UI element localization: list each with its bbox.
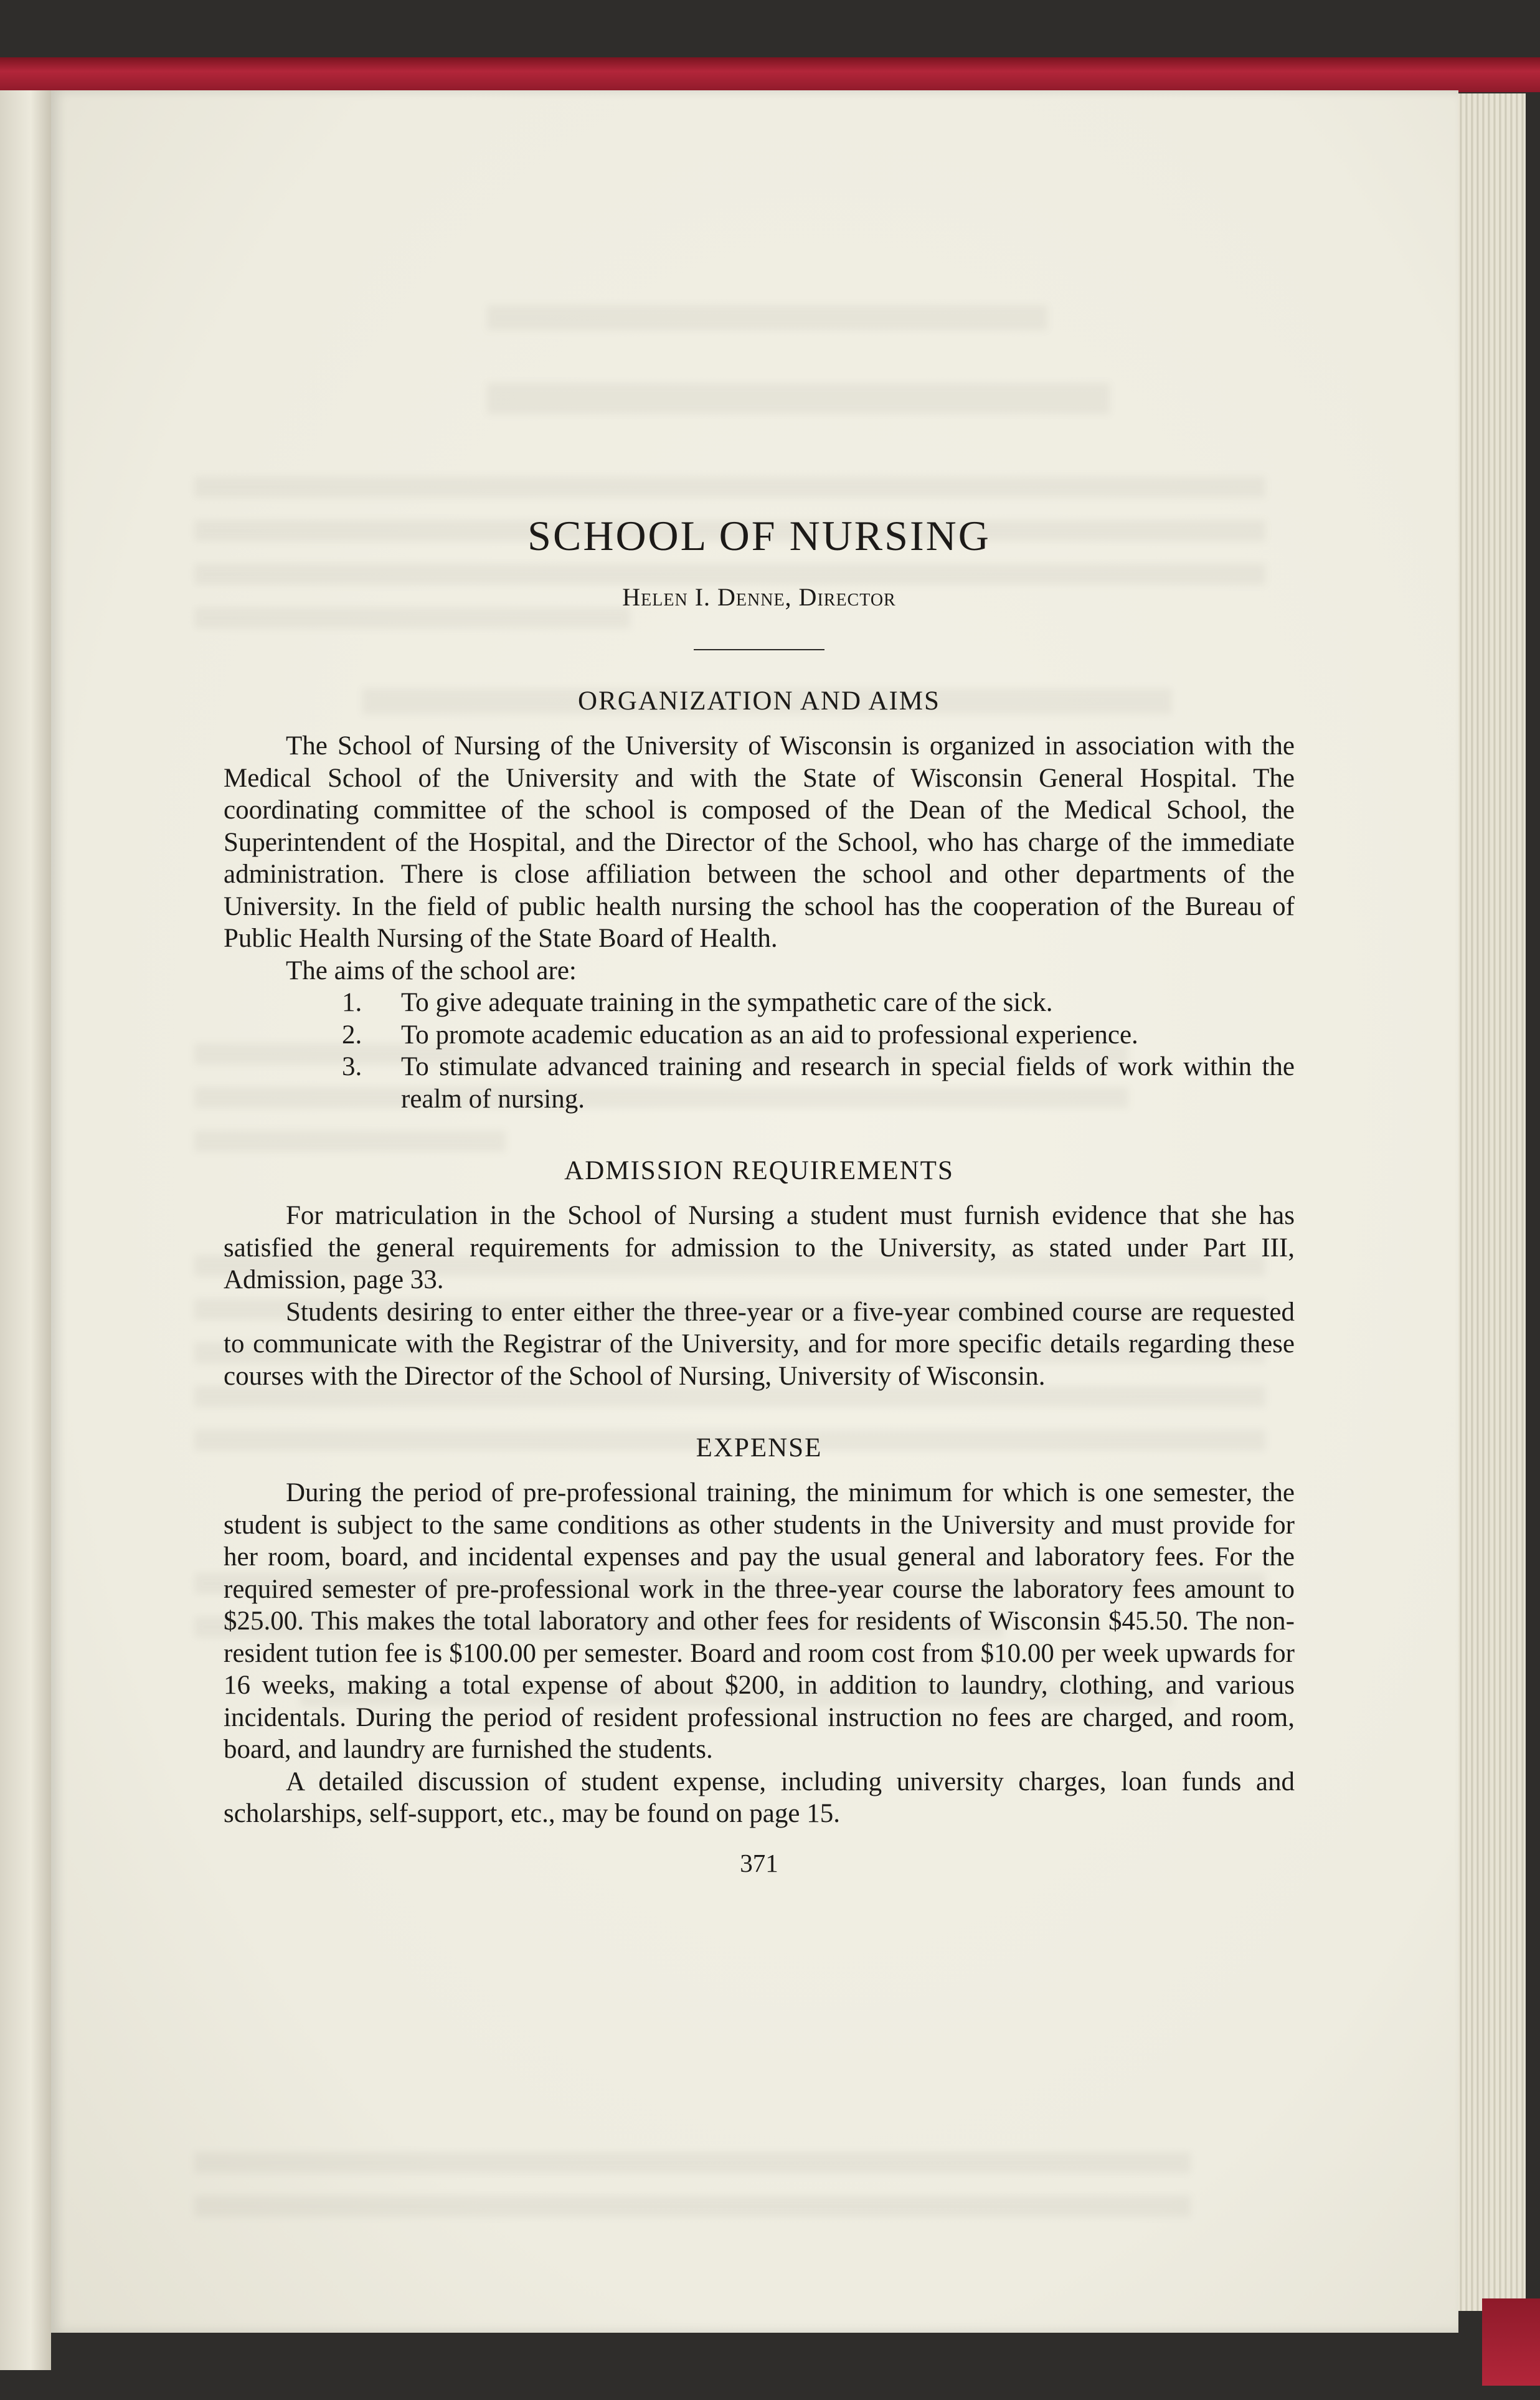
admission-heading: ADMISSION REQUIREMENTS [564, 1156, 954, 1185]
aim-text: To stimulate advanced training and research in special fields of work within the realm of nursing. [401, 1052, 1295, 1114]
expense-paragraph-2: A detailed discussion of student expense, including university charges, loan funds and scholarships, self-support, etc., may be found on page 15. [224, 1767, 1295, 1828]
book-binding-top [0, 57, 1540, 92]
aim-text: To promote academic education as an aid to professional experience. [401, 1020, 1138, 1050]
director-line: Helen I. Denne, Director [622, 583, 896, 611]
organization-paragraph-1: The School of Nursing of the University of Wisconsin is organized in association with the Medical School of the University and with the State of Wisconsin General Hospital. The coordinating committee of the school is composed of the Dean of the Medical School, the Superintendent of the Hospital, and the Director of the School, who has charge of the immediate administration. There is close affiliation between the school and other departments of the University. In the field of public health nursing the school has the cooperation of the Bureau of Public Health Nursing of the State Board of Health. [224, 731, 1295, 953]
left-page-edge [0, 90, 51, 2370]
book-page [51, 90, 1458, 2333]
page-title: SCHOOL OF NURSING [527, 512, 991, 559]
aim-number: 1. [342, 988, 362, 1017]
page-content [224, 414, 1295, 1879]
admission-paragraph-1: For matriculation in the School of Nursing a student must furnish evidence that she has satisfied the general requirements for admission to the University, as stated under Part III, Admission, page 33. [224, 1201, 1295, 1294]
aim-text: To give adequate training in the sympathetic care of the sick. [401, 988, 1053, 1017]
organization-heading: ORGANIZATION AND AIMS [578, 686, 940, 716]
aim-number: 2. [342, 1020, 362, 1050]
aim-item [224, 1019, 1295, 1051]
expense-heading: EXPENSE [696, 1433, 823, 1463]
aim-item [224, 1051, 1295, 1115]
aim-item [224, 987, 1295, 1019]
page-number: 371 [740, 1848, 778, 1877]
expense-paragraph-1: During the period of pre-professional training, the minimum for which is one semester, the student is subject to the same conditions as other students in the University and must provide for her room, board, and incidental expenses and pay the usual general and laboratory fees. For the required semester of pre-professional work in the three-year course the laboratory fees amount to $25.00. This makes the total laboratory and other fees for residents of Wisconsin $45.50. The non-resident tution fee is $100.00 per semester. Board and room cost from $10.00 per week upwards for 16 weeks, making a total expense of about $200, in addition to laundry, clothing, and various incidentals. During the period of resident professional instruction no fees are charged, and room, board, and laundry are furnished the students. [224, 1478, 1295, 1764]
aims-list [224, 987, 1295, 1115]
book-binding-bottom [1482, 2298, 1540, 2386]
aim-number: 3. [342, 1052, 362, 1081]
organization-paragraph-2: The aims of the school are: [286, 956, 577, 985]
divider-rule [694, 649, 824, 650]
admission-paragraph-2: Students desiring to enter either the three-year or a five-year combined course are requested to communicate with the Registrar of the University, and for more specific details regarding these courses with the Director of the School of Nursing, University of Wisconsin. [224, 1297, 1295, 1391]
page-edges [1451, 93, 1526, 2311]
